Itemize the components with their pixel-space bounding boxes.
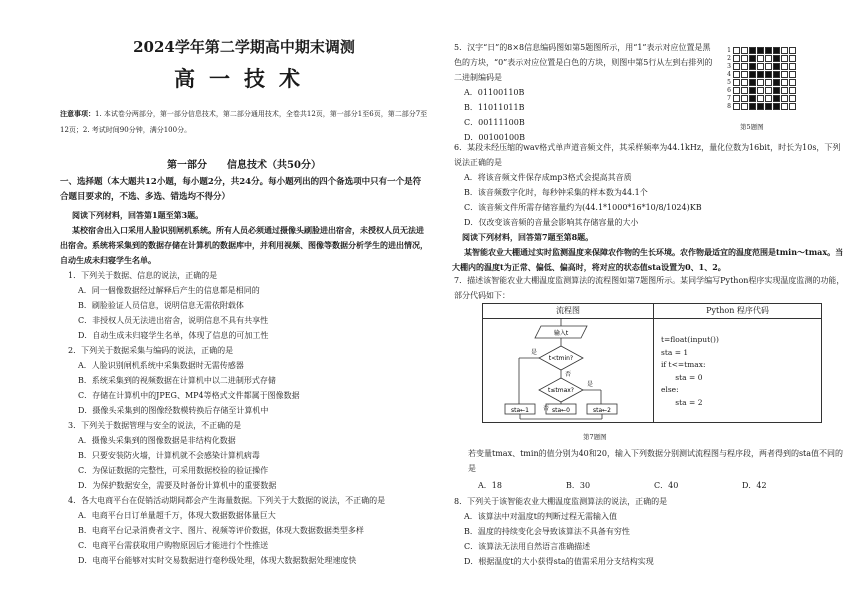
grid-row-number: 3 xyxy=(727,63,731,70)
option-d: D．00100100B xyxy=(464,133,526,142)
grid-cell xyxy=(733,63,740,70)
no-label: 否 xyxy=(543,405,550,412)
grid-cell xyxy=(765,71,772,78)
flowchart-header: 流程图 xyxy=(483,304,653,319)
grid-cell xyxy=(765,87,772,94)
option-b: B．11011011B xyxy=(464,103,525,112)
grid-cell xyxy=(749,79,756,86)
grid-cell xyxy=(765,55,772,62)
question-stem: 1．下列关于数据、信息的说法，正确的是 xyxy=(68,271,218,280)
grid-cell xyxy=(781,95,788,102)
option-b: B．30 xyxy=(566,481,591,490)
grid-cell xyxy=(781,63,788,70)
grid-cell xyxy=(773,55,780,62)
grid-cell xyxy=(781,79,788,86)
grid-cell xyxy=(749,47,756,54)
option-c: C．非授权人员无法进出宿舍，说明信息不具有共享性 xyxy=(78,316,269,325)
grid-cell xyxy=(789,87,796,94)
flowchart xyxy=(483,318,653,422)
question-stem: 8．下列关于该智能农业大棚温度监测算法的说法，正确的是 xyxy=(454,497,668,506)
grid-cell xyxy=(741,47,748,54)
notice-label: 注意事项： xyxy=(60,109,95,118)
question-7-followup: 若变量tmax、tmin的值分别为40和20，输入下列数据分别测试流程图与程序段，两者得到的sta值不同的是 xyxy=(468,449,844,473)
code-header: Python 程序代码 xyxy=(654,304,821,319)
grid-row-number: 8 xyxy=(727,103,731,110)
question-8 xyxy=(454,494,844,569)
question-stem: 4．各大电商平台在促销活动期间都会产生海量数据。下列关于大数据的说法，不正确的是 xyxy=(68,496,386,505)
question-4 xyxy=(68,493,430,568)
option-c: C．40 xyxy=(654,481,679,490)
grid-cell xyxy=(781,47,788,54)
option-d: D．根据温度t的大小获得sta的值需采用分支结构实现 xyxy=(464,557,654,566)
grid-cell xyxy=(733,95,740,102)
grid-cell xyxy=(741,103,748,110)
yes-label: 是 xyxy=(587,381,594,388)
grid-cell xyxy=(765,79,772,86)
grid-cell xyxy=(757,47,764,54)
grid-cell xyxy=(733,87,740,94)
code-line: sta = 0 xyxy=(661,372,703,382)
no-label: 否 xyxy=(565,371,572,378)
question-7-stem: 7．描述该智能农业大棚温度监测算法的流程图如第7题图所示。某同学编写Python程序实现温度监测的功能，部分代码如下： xyxy=(454,276,845,300)
grid-cell xyxy=(757,87,764,94)
grid-cell xyxy=(741,95,748,102)
condition-2-label: t≤tmax? xyxy=(548,387,574,394)
grid-cell xyxy=(741,87,748,94)
figure-5-caption: 第5题图 xyxy=(740,123,764,131)
question-1 xyxy=(68,268,428,343)
grid-cell xyxy=(757,55,764,62)
option-c: C．该音频文件所需存储容量约为(44.1*1000*16*10/8/1024)KB xyxy=(464,203,702,212)
option-b: B．只要安装防火墙，计算机就不会感染计算机病毒 xyxy=(78,451,260,460)
grid-cell xyxy=(789,71,796,78)
code-line: if t<=tmax: xyxy=(661,360,706,369)
figure-7-caption: 第7题图 xyxy=(583,433,607,441)
grid-cell xyxy=(741,79,748,86)
section-heading: 一、选择题（本大题共12小题，每小题2分，共24分。每小题列出的四个备选项中只有一个是符合题目要求的，不选、多选、错选均不得分） xyxy=(60,177,422,202)
grid-cell xyxy=(789,47,796,54)
option-c: C．该算法无法用自然语言准确描述 xyxy=(464,542,591,551)
grid-row-number: 4 xyxy=(727,71,731,78)
question-3 xyxy=(68,418,428,493)
intro-questions-1-3: 阅读下列材料，回答第1题至第3题。 xyxy=(72,210,204,220)
question-6 xyxy=(454,140,844,230)
grid-cell xyxy=(773,63,780,70)
exam-title: 2024学年第二学期高中期末调测 xyxy=(133,38,355,56)
question-5 xyxy=(454,40,716,145)
question-2 xyxy=(68,343,428,418)
python-code xyxy=(661,334,719,409)
grid-cell xyxy=(773,103,780,110)
option-a: A．电商平台日订单量超千万，体现大数据数据体量巨大 xyxy=(78,511,276,520)
question-stem: 3．下列关于数据管理与安全的说法，不正确的是 xyxy=(68,421,242,430)
condition-1-label: t<tmin? xyxy=(548,355,574,362)
option-d: D．摄像头采集到的图像经数模转换后存储至计算机中 xyxy=(78,406,269,415)
code-line: t=float(input()) xyxy=(661,335,719,344)
subject-title: 高一技术 xyxy=(174,66,314,91)
part-title: 第一部分 信息技术（共50分） xyxy=(167,160,321,171)
option-a: A．该算法中对温度t的判断过程无需输入值 xyxy=(464,512,617,521)
assign-box-2-label: sta←0 xyxy=(552,407,570,414)
grid-cell xyxy=(733,47,740,54)
grid-cell xyxy=(781,55,788,62)
grid-cell xyxy=(749,63,756,70)
grid-cell xyxy=(773,47,780,54)
option-c: C．00111100B xyxy=(464,118,525,127)
input-label: 输入t xyxy=(553,330,569,337)
option-c: C．为保证数据的完整性，可采用数据校验的验证操作 xyxy=(78,466,269,475)
grid-cell xyxy=(733,79,740,86)
grid-cell xyxy=(733,71,740,78)
option-a: A．01100110B xyxy=(464,88,525,97)
grid-cell xyxy=(757,63,764,70)
grid-cell xyxy=(773,79,780,86)
grid-cell xyxy=(789,79,796,86)
option-d: D．仅改变该音频的音量会影响其存储容量的大小 xyxy=(464,218,639,227)
question-stem: 5．汉字“日”的8×8信息编码图如第5题图所示，用“1”表示对应位置是黑色的方块，“0”表示对应位置是白色的方块，则图中第5行从左到右排列的二进制编码是 xyxy=(454,43,713,82)
grid-row-number: 7 xyxy=(727,95,731,102)
question-stem: 6．某段未经压缩的wav格式单声道音频文件，其采样频率为44.1kHz，量化位数为16bit，时长为10s，下列说法正确的是 xyxy=(454,143,841,167)
exam-notice xyxy=(60,106,428,138)
option-a: A．18 xyxy=(478,481,502,490)
intro-questions-7-8: 阅读下列材料，回答第7题至第8题。 xyxy=(462,232,594,242)
grid-cell xyxy=(765,47,772,54)
option-b: B．该音频数字化时，每秒钟采集的样本数为44.1个 xyxy=(464,188,648,197)
option-b: B．电商平台记录消费者文字、图片、视频等评价数据，体现大数据数据类型多样 xyxy=(78,526,364,535)
grid-cell xyxy=(741,71,748,78)
grid-cell xyxy=(749,103,756,110)
option-c: C．电商平台需获取用户购物原因后才能进行个性推送 xyxy=(78,541,269,550)
grid-cell xyxy=(781,103,788,110)
grid-cell xyxy=(773,71,780,78)
grid-cell xyxy=(765,103,772,110)
question-stem: 2．下列关于数据采集与编码的说法，正确的是 xyxy=(68,346,234,355)
grid-cell xyxy=(765,63,772,70)
grid-cell xyxy=(757,79,764,86)
grid-cell xyxy=(781,71,788,78)
option-a: A．同一個像数据经过解释后产生的信息都是相同的 xyxy=(78,286,260,295)
assign-box-1-label: sta←1 xyxy=(511,407,529,414)
grid-cell xyxy=(773,87,780,94)
grid-cell xyxy=(749,71,756,78)
code-line: else: xyxy=(661,385,679,394)
grid-cell xyxy=(781,87,788,94)
code-line: sta = 1 xyxy=(661,347,689,357)
option-d: D．42 xyxy=(742,481,767,490)
grid-cell xyxy=(757,103,764,110)
option-a: A．人脸识别闸机系统中采集数据时无需传感器 xyxy=(78,361,244,370)
grid-cell xyxy=(789,95,796,102)
grid-row-number: 2 xyxy=(727,55,731,62)
option-a: A．摄像头采集到的图像数据是非结构化数据 xyxy=(78,436,236,445)
grid-cell xyxy=(733,55,740,62)
grid-cell xyxy=(773,95,780,102)
figure-7-table xyxy=(482,303,822,423)
grid-cell xyxy=(733,103,740,110)
grid-row-number: 1 xyxy=(727,47,731,54)
option-b: B．刷脸验证人员信息，说明信息无需依附载体 xyxy=(78,301,244,310)
option-a: A．将该音频文件保存成mp3格式会提高其音质 xyxy=(464,173,632,182)
grid-cell xyxy=(757,71,764,78)
grid-cell xyxy=(741,55,748,62)
material-1: 某校宿舍出入口采用人脸识别闸机系统。所有人员必须通过摄像头刷脸进出宿舍，未授权人员无法进出宿舍。系统将采集到的数据存储在计算机的数据库中，并利用视频、图像等数据分析学生的进出情况，自动生成未归寝学生名单。 xyxy=(60,225,428,265)
grid-cell xyxy=(741,63,748,70)
yes-label: 是 xyxy=(531,349,538,356)
grid-cell xyxy=(789,63,796,70)
option-d: D．电商平台能够对实时交易数据进行毫秒级处理，体现大数据数据处理速度快 xyxy=(78,556,357,565)
grid-cell xyxy=(789,103,796,110)
grid-cell xyxy=(749,55,756,62)
option-b: B．系统采集到的视频数据在计算机中以二进制形式存储 xyxy=(78,376,276,385)
grid-cell xyxy=(789,55,796,62)
question-7-options xyxy=(478,478,838,493)
grid-cell xyxy=(757,95,764,102)
table-divider xyxy=(653,304,654,422)
option-d: D．自动生成未归寝学生名单，体现了信息的可加工性 xyxy=(78,331,269,340)
code-line: sta = 2 xyxy=(661,397,703,407)
grid-row-number: 5 xyxy=(727,79,731,86)
option-d: D．为保护数据安全，需要及时备份计算机中的重要数据 xyxy=(78,481,277,490)
grid-cell xyxy=(765,95,772,102)
notice-text: 1. 本试卷分两部分，第一部分信息技术，第二部分通用技术，全卷共12页，第一部分1至6页，第二部分7至12页；2. 考试时间90分钟，满分100分。 xyxy=(60,110,428,134)
option-c: C．存储在计算机中的JPEG、MP4等格式文件都属于图像数据 xyxy=(78,391,300,400)
option-b: B．温度的持续变化会导致该算法不具备有穷性 xyxy=(464,527,630,536)
grid-cell xyxy=(749,87,756,94)
grid-row-number: 6 xyxy=(727,87,731,94)
grid-cell xyxy=(749,95,756,102)
material-2: 某智能农业大棚通过实时监测温度来保障农作物的生长环境。农作物最适宜的温度范围是tmin～tmax。当大棚内的温度t为正常、偏低、偏高时，将对应的状态值sta设置为0、1、2。 xyxy=(452,247,844,272)
assign-box-3-label: sta←2 xyxy=(593,407,611,414)
